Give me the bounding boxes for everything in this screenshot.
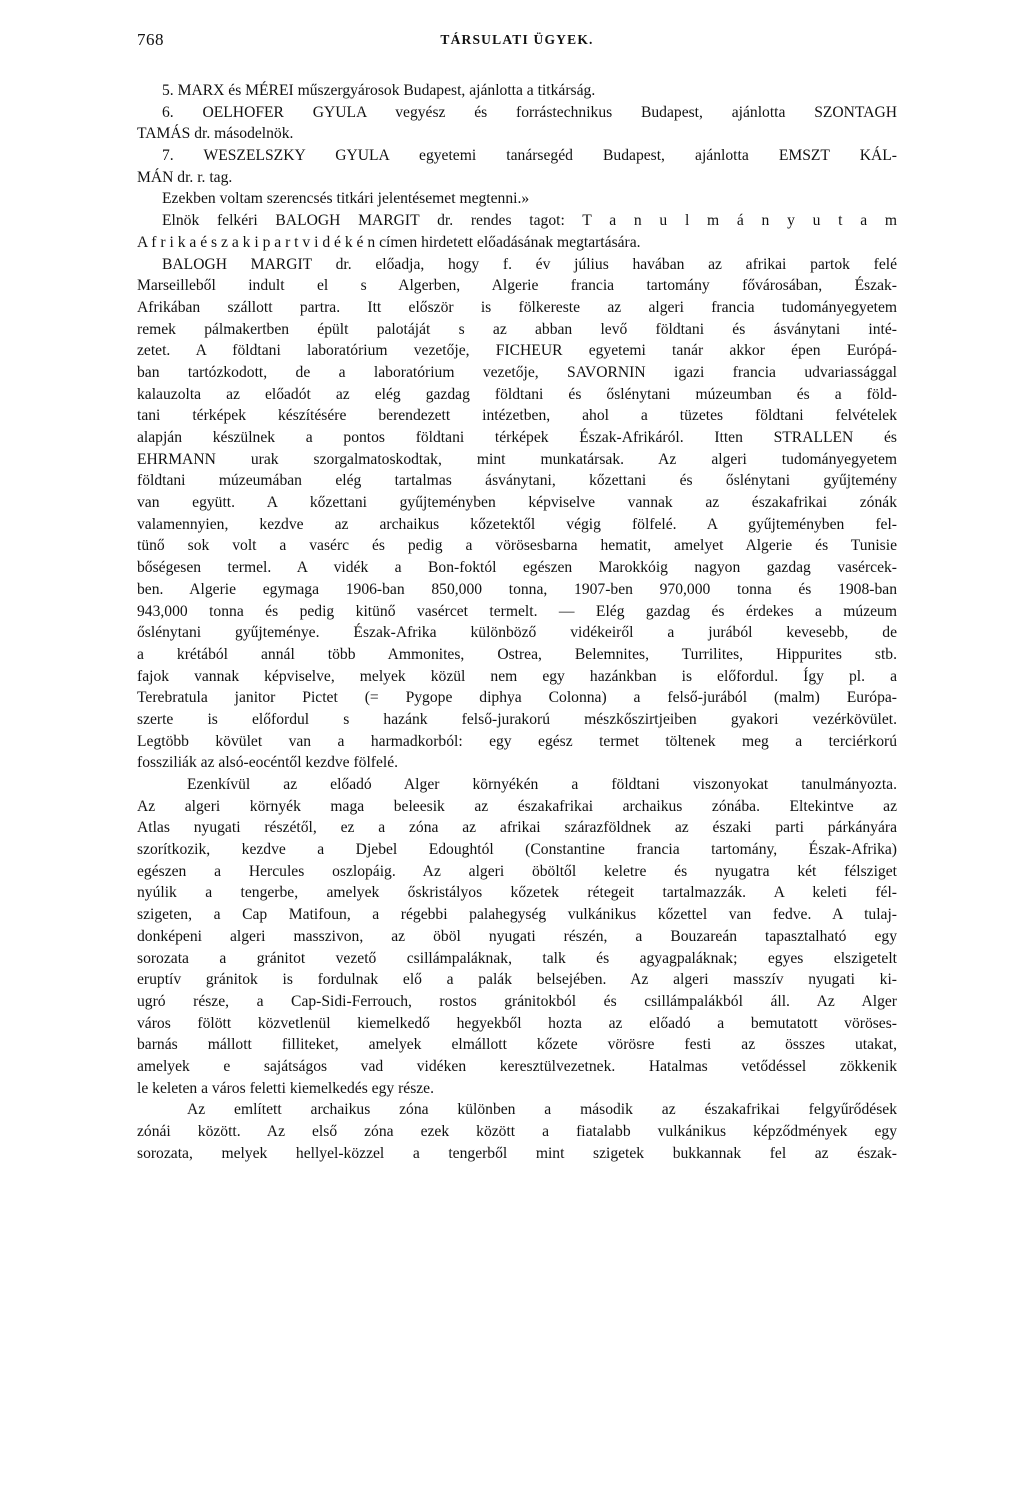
text-line: Afrikában szállott partra. Itt először is fölkereste az algeri francia tudományegyetem xyxy=(137,298,897,316)
text-line: ban tartózkodott, de a laboratórium vezetője, SAVORNIN igazi francia udvariassággal xyxy=(137,363,897,381)
text-line: 7. WESZELSZKY GYULA egyetemi tanársegéd Budapest, ajánlotta EMSZT KÁL- xyxy=(162,147,897,165)
text-line: kalauzolta az előadót az elég gazdag földtani és őslénytani múzeumban és a föld- xyxy=(137,385,897,403)
text-line: remek pálmakertben épült palotáját s az abban levő földtani és ásványtani inté- xyxy=(137,320,897,338)
text-line: őslénytani gyűjteménye. Észak-Afrika különböző vidékeiről a jurából kevesebb, de xyxy=(137,624,897,642)
text-line: Legtöbb kövület van a harmadkorból: egy egész termet töltenek meg a terciérkorú xyxy=(137,732,897,750)
text-line: sorozata, melyek hellyel-közzel a tengerből mint szigetek bukkannak fel az észak- xyxy=(137,1144,897,1162)
text-line: valamennyien, kezdve az archaikus kőzetektől végig fölfelé. A gyűjteményben fel- xyxy=(137,515,897,533)
text-line: van együtt. A kőzettani gyűjteményben képviselve vannak az északafrikai zónák xyxy=(137,494,897,512)
text-line: földtani múzeumában elég tartalmas ásványtani, kőzettani és őslénytani gyűjtemény xyxy=(137,472,897,490)
text-line: le keleten a város feletti kiemelkedés egy része. xyxy=(137,1079,435,1097)
text-line: amelyek e sajátságos vad vidéken keresztülvezetnek. Hatalmas vetődéssel zökkenik xyxy=(137,1057,897,1075)
text-line: TAMÁS dr. másodelnök. xyxy=(137,125,294,143)
text-line: Elnök felkéri BALOGH MARGIT dr. rendes tagot: T a n u l m á n y u t a m xyxy=(162,212,897,230)
running-head: TÁRSULATI ÜGYEK. xyxy=(440,32,594,47)
text-line: Az említett archaikus zóna különben a második az északafrikai felgyűrődések xyxy=(187,1101,897,1119)
text-line: fajok vannak képviselve, melyek közül nem egy hazánkban is előfordul. Így pl. a xyxy=(137,667,897,685)
text-line: MÁN dr. r. tag. xyxy=(137,168,233,186)
text-line: szigeten, a Cap Matifoun, a régebbi palahegység vulkánikus kőzettel van fedve. A tulaj- xyxy=(137,906,897,924)
body-text xyxy=(137,80,897,1164)
text-line: város fölött közvetlenül kiemelkedő hegyekből hozta az előadó a bemutatott vöröses- xyxy=(137,1014,897,1032)
text-line: Terebratula janitor Pictet (= Pygope diphya Colonna) a felső-jurából (malm) Európa- xyxy=(137,689,897,707)
text-line: ugró része, a Cap-Sidi-Ferrouch, rostos gránitokból és csillámpalákból áll. Az Alger xyxy=(137,992,897,1010)
text-line: Az algeri környék maga beleesik az északafrikai archaikus zónába. Eltekintve az xyxy=(137,797,897,815)
text-line: 943,000 tonna és pedig kitünő vasércet termelt. — Elég gazdag és érdekes a múzeum xyxy=(137,602,897,620)
text-line: ben. Algerie egymaga 1906-ban 850,000 tonna, 1907-ben 970,000 tonna és 1908-ban xyxy=(137,580,897,598)
text-line: sorozata a gránitot vezető csillámpaláknak, talk és agyagpaláknak; egyes elszigetelt xyxy=(137,949,897,967)
text-line: Marseilleből indult el s Algerben, Algerie francia tartomány fővárosában, Észak- xyxy=(137,277,897,295)
text-line: bőségesen termel. A vidék a Bon-foktól egészen Marokkóig nagyon gazdag vasércek- xyxy=(137,559,897,577)
text-line: BALOGH MARGIT dr. előadja, hogy f. év július havában az afrikai partok felé xyxy=(162,255,897,273)
text-line: A f r i k a é s z a k i p a r t v i d é k é n címen hirdetett előadásának megtartására. xyxy=(137,233,641,251)
page-header xyxy=(137,30,897,54)
text-line: barnás mállott filliteket, amelyek elmállott kőzete vörösre festi az összes utakat, xyxy=(137,1036,897,1054)
text-line: szorítkozik, kezdve a Djebel Edoughtól (Constantine francia tartomány, Észak-Afrika) xyxy=(137,841,897,859)
text-line: szerte is előfordul s hazánk felső-jurakorú mészkőszirtjeiben gyakori vezérkövület. xyxy=(137,710,897,728)
text-line: zónái között. Az első zóna ezek között a fiatalabb vulkánikus képződmények egy xyxy=(137,1123,897,1140)
text-line: Ezenkívül az előadó Alger környékén a földtani viszonyokat tanulmányozta. xyxy=(187,776,897,793)
page-number: 768 xyxy=(137,30,164,49)
text-line: tani térképek készítésére berendezett intézetben, ahol a tüzetes földtani felvételek xyxy=(137,407,897,425)
text-line: tünő sok volt a vasérc és pedig a vörösesbarna hematit, amelyet Algerie és Tunisie xyxy=(137,537,897,555)
text-line: Atlas nyugati részétől, ez a zóna az afrikai szárazföldnek az északi parti párkányára xyxy=(137,819,897,837)
text-line: 6. OELHOFER GYULA vegyész és forrástechnikus Budapest, ajánlotta SZONTAGH xyxy=(162,103,897,121)
text-line: EHRMANN urak szorgalmatoskodtak, mint munkatársak. Az algeri tudományegyetem xyxy=(137,450,897,468)
text-line: zetet. A földtani laboratórium vezetője, FICHEUR egyetemi tanár akkor épen Európá- xyxy=(137,342,897,360)
text-line: nyúlik a tengerbe, amelyek őskristályos kőzetek rétegeit tartalmazzák. A keleti fél- xyxy=(137,884,897,902)
text-line: donképeni algeri masszivon, az öböl nyugati részén, a Bouzareán tapasztalható egy xyxy=(137,927,897,945)
text-line: a krétából annál több Ammonites, Ostrea, Belemnites, Turrilites, Hippurites stb. xyxy=(137,645,897,663)
text-line: fossziliák az alsó-eocéntől kezdve fölfelé. xyxy=(137,754,399,772)
text-line: eruptív gránitok is fordulnak elő a palák belsejében. Az algeri masszív nyugati ki- xyxy=(137,971,897,989)
text-line: alapján készülnek a pontos földtani térképek Észak-Afrikáról. Itten STRALLEN és xyxy=(137,429,897,446)
text-line: 5. MARX és MÉREI műszergyárosok Budapest, ajánlotta a titkárság. xyxy=(162,82,596,99)
text-line: Ezekben voltam szerencsés titkári jelentésemet megtenni.» xyxy=(162,190,530,208)
text-line: egészen a Hercules oszlopáig. Az algeri öböltől keletre és nyugatra két félsziget xyxy=(137,862,897,880)
